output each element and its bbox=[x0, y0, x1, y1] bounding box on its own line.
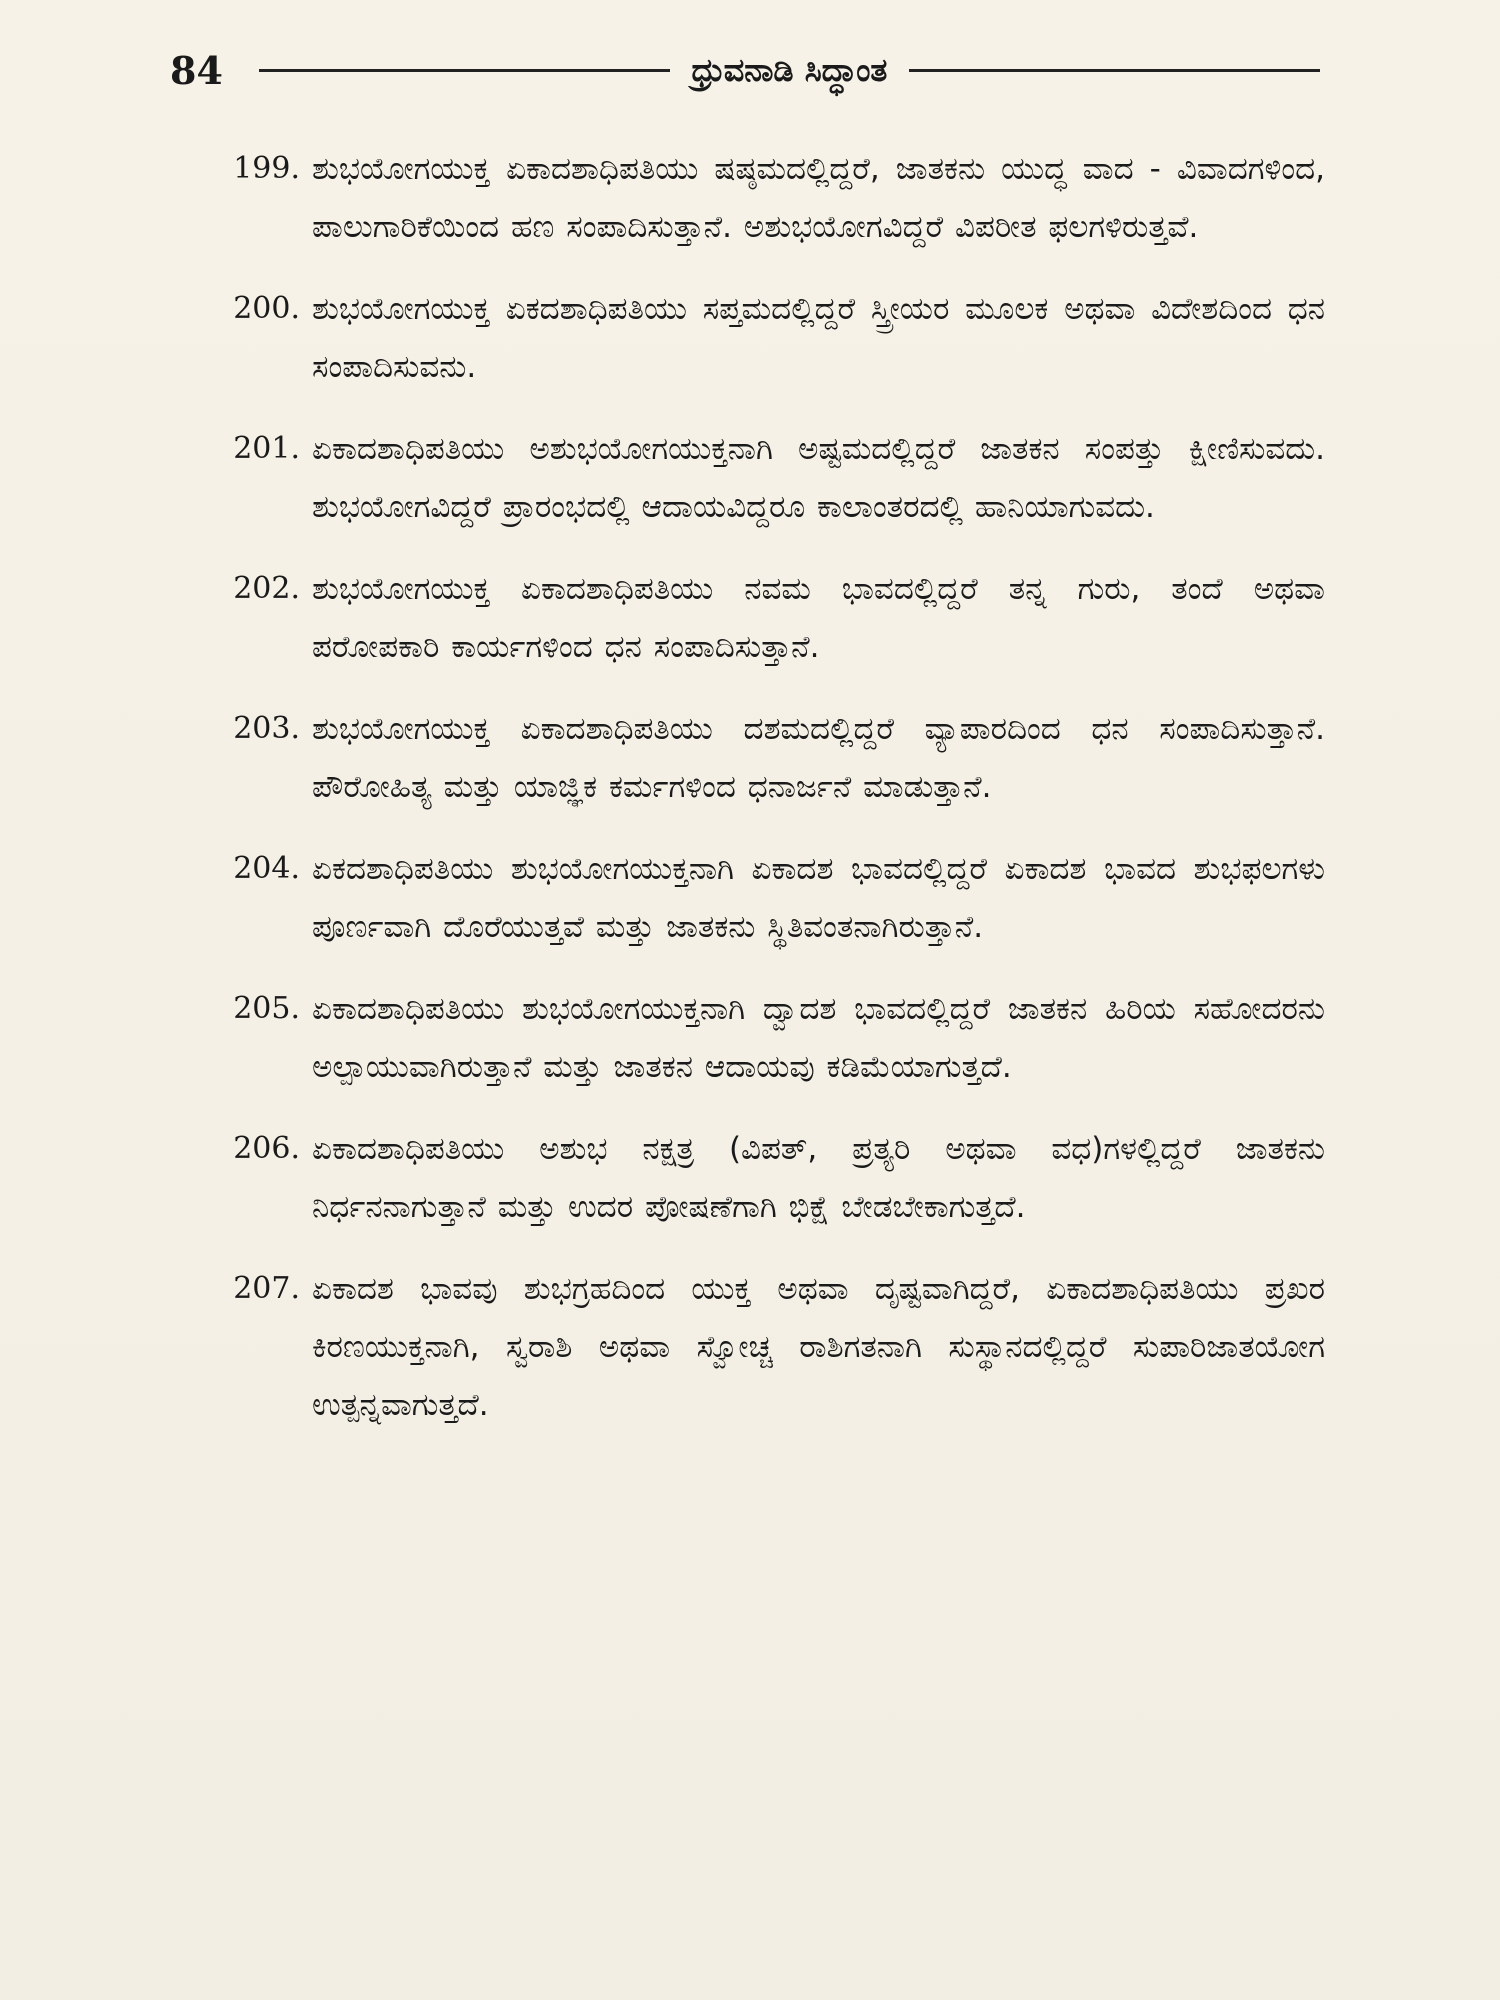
entry-200 bbox=[200, 280, 1325, 396]
entry-number: 199. bbox=[233, 151, 300, 186]
entry-text: ಏಕಾದಶ ಭಾವವು ಶುಭಗ್ರಹದಿಂದ ಯುಕ್ತ ಅಥವಾ ದೃಷ್ಟವಾಗಿದ್ದರೆ, ಏಕಾದಶಾಧಿಪತಿಯು ಪ್ರಖರ ಕಿರಣಯುಕ್ತನಾಗಿ, ಸ್ವರಾಶಿ ಅಥವಾ ಸ್ವೋಚ್ಚ ರಾಶಿಗತನಾಗಿ ಸುಸ್ಥಾನದಲ್ಲಿದ್ದರೆ ಸುಪಾರಿಜಾತಯೋಗ ಉತ್ಪನ್ನವಾಗುತ್ತದೆ. bbox=[312, 1271, 1325, 1423]
entry-text: ಶುಭಯೋಗಯುಕ್ತ ಏಕದಶಾಧಿಪತಿಯು ಸಪ್ತಮದಲ್ಲಿದ್ದರೆ ಸ್ತ್ರೀಯರ ಮೂಲಕ ಅಥವಾ ವಿದೇಶದಿಂದ ಧನ ಸಂಪಾದಿಸುವನು. bbox=[312, 291, 1325, 385]
entries-list bbox=[200, 140, 1325, 1458]
entry-text: ಶುಭಯೋಗಯುಕ್ತ ಏಕಾದಶಾಧಿಪತಿಯು ಷಷ್ಠಮದಲ್ಲಿದ್ದರೆ, ಜಾತಕನು ಯುದ್ಧ ವಾದ - ವಿವಾದಗಳಿಂದ, ಪಾಲುಗಾರಿಕೆಯಿಂದ ಹಣ ಸಂಪಾದಿಸುತ್ತಾನೆ. ಅಶುಭಯೋಗವಿದ್ದರೆ ವಿಪರೀತ ಫಲಗಳಿರುತ್ತವೆ. bbox=[312, 151, 1325, 245]
page-number: 84 bbox=[170, 47, 223, 93]
entry-199 bbox=[200, 140, 1325, 256]
entry-number: 204. bbox=[233, 851, 300, 886]
page-header bbox=[170, 40, 1320, 100]
entry-202 bbox=[200, 560, 1325, 676]
entry-206 bbox=[200, 1120, 1325, 1236]
entry-text: ಶುಭಯೋಗಯುಕ್ತ ಏಕಾದಶಾಧಿಪತಿಯು ನವಮ ಭಾವದಲ್ಲಿದ್ದರೆ ತನ್ನ ಗುರು, ತಂದೆ ಅಥವಾ ಪರೋಪಕಾರಿ ಕಾರ್ಯಗಳಿಂದ ಧನ ಸಂಪಾದಿಸುತ್ತಾನೆ. bbox=[312, 571, 1325, 665]
entry-number: 201. bbox=[233, 431, 300, 466]
running-title: ಧ್ರುವನಾಡಿ ಸಿದ್ಧಾಂತ bbox=[691, 50, 888, 89]
entry-number: 206. bbox=[233, 1131, 300, 1166]
entry-number: 207. bbox=[233, 1271, 300, 1306]
header-rule-right bbox=[909, 69, 1320, 72]
entry-text: ಏಕಾದಶಾಧಿಪತಿಯು ಅಶುಭಯೋಗಯುಕ್ತನಾಗಿ ಅಷ್ಟಮದಲ್ಲಿದ್ದರೆ ಜಾತಕನ ಸಂಪತ್ತು ಕ್ಷೀಣಿಸುವದು. ಶುಭಯೋಗವಿದ್ದರೆ ಪ್ರಾರಂಭದಲ್ಲಿ ಆದಾಯವಿದ್ದರೂ ಕಾಲಾಂತರದಲ್ಲಿ ಹಾನಿಯಾಗುವದು. bbox=[312, 431, 1325, 525]
entry-203 bbox=[200, 700, 1325, 816]
entry-text: ಏಕಾದಶಾಧಿಪತಿಯು ಶುಭಯೋಗಯುಕ್ತನಾಗಿ ದ್ವಾದಶ ಭಾವದಲ್ಲಿದ್ದರೆ ಜಾತಕನ ಹಿರಿಯ ಸಹೋದರನು ಅಲ್ಪಾಯುವಾಗಿರುತ್ತಾನೆ ಮತ್ತು ಜಾತಕನ ಆದಾಯವು ಕಡಿಮೆಯಾಗುತ್ತದೆ. bbox=[312, 991, 1325, 1085]
entry-201 bbox=[200, 420, 1325, 536]
entry-text: ಏಕಾದಶಾಧಿಪತಿಯು ಅಶುಭ ನಕ್ಷತ್ರ (ವಿಪತ್, ಪ್ರತ್ಯರಿ ಅಥವಾ ವಧ)ಗಳಲ್ಲಿದ್ದರೆ ಜಾತಕನು ನಿರ್ಧನನಾಗುತ್ತಾನೆ ಮತ್ತು ಉದರ ಪೋಷಣೆಗಾಗಿ ಭಿಕ್ಷೆ ಬೇಡಬೇಕಾಗುತ್ತದೆ. bbox=[312, 1131, 1325, 1225]
entry-number: 203. bbox=[233, 711, 300, 746]
entry-number: 202. bbox=[233, 571, 300, 606]
entry-text: ಶುಭಯೋಗಯುಕ್ತ ಏಕಾದಶಾಧಿಪತಿಯು ದಶಮದಲ್ಲಿದ್ದರೆ ವ್ಯಾಪಾರದಿಂದ ಧನ ಸಂಪಾದಿಸುತ್ತಾನೆ. ಪೌರೋಹಿತ್ಯ ಮತ್ತು ಯಾಜ್ಞಿಕ ಕರ್ಮಗಳಿಂದ ಧನಾರ್ಜನೆ ಮಾಡುತ್ತಾನೆ. bbox=[312, 711, 1325, 805]
entry-text: ಏಕದಶಾಧಿಪತಿಯು ಶುಭಯೋಗಯುಕ್ತನಾಗಿ ಏಕಾದಶ ಭಾವದಲ್ಲಿದ್ದರೆ ಏಕಾದಶ ಭಾವದ ಶುಭಫಲಗಳು ಪೂರ್ಣವಾಗಿ ದೊರೆಯುತ್ತವೆ ಮತ್ತು ಜಾತಕನು ಸ್ಥಿತಿವಂತನಾಗಿರುತ್ತಾನೆ. bbox=[312, 851, 1325, 945]
entry-number: 200. bbox=[233, 291, 300, 326]
entry-207 bbox=[200, 1260, 1325, 1434]
header-rule-left bbox=[259, 69, 670, 72]
entry-205 bbox=[200, 980, 1325, 1096]
entry-number: 205. bbox=[233, 991, 300, 1026]
entry-204 bbox=[200, 840, 1325, 956]
